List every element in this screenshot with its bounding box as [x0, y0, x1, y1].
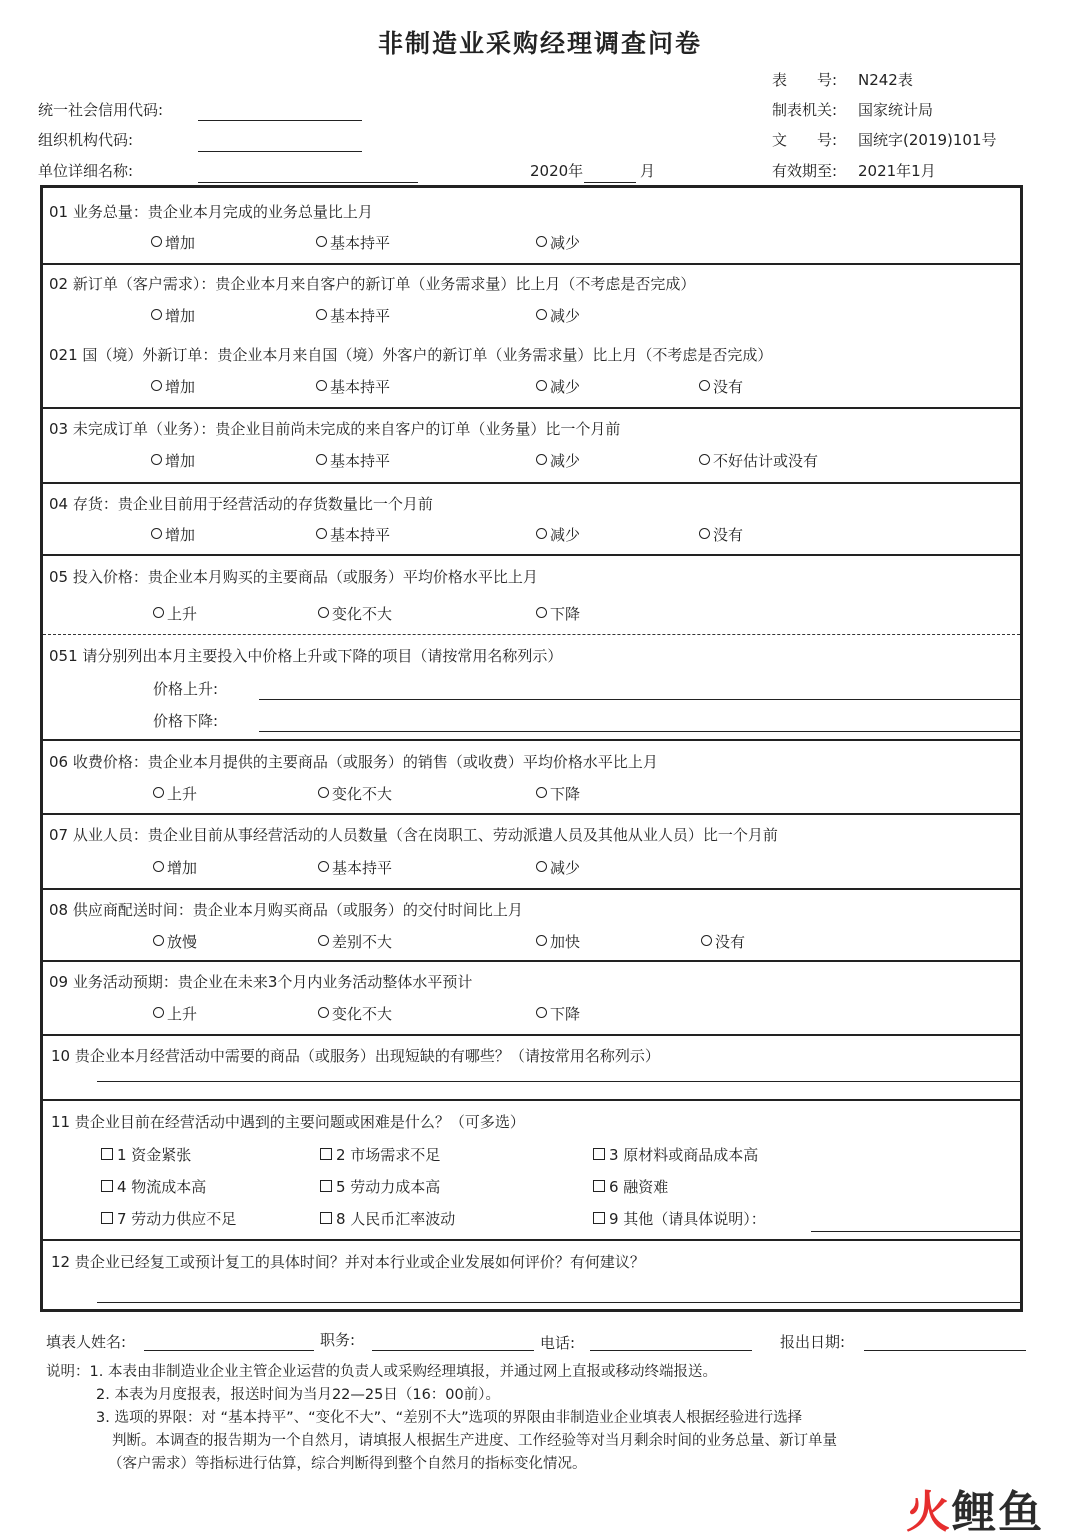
org: 国家统计局	[858, 101, 934, 119]
q02-option[interactable]: 减少	[536, 305, 580, 326]
q11-checkbox[interactable]: 5 劳动力成本高	[320, 1176, 440, 1197]
valid-label: 有效期至:	[772, 162, 838, 180]
radio-icon	[316, 236, 327, 247]
radio-icon	[151, 236, 162, 247]
checkbox-icon	[101, 1148, 113, 1160]
q021-option[interactable]: 增加	[151, 376, 195, 397]
radio-icon	[316, 309, 327, 320]
q10-text: 10 贵企业本月经营活动中需要的商品（或服务）出现短缺的有哪些？（请按常用名称列示）	[51, 1047, 660, 1065]
q04-option[interactable]: 减少	[536, 524, 580, 545]
org-code-field[interactable]	[198, 151, 362, 152]
radio-icon	[699, 528, 710, 539]
q07-option[interactable]: 增加	[153, 857, 197, 878]
price-rise-field[interactable]	[259, 699, 1023, 700]
price-rise-label: 价格上升:	[153, 680, 219, 698]
radio-icon	[536, 528, 547, 539]
divider	[43, 813, 1020, 815]
note-line: 3. 选项的界限：对 “基本持平”、“变化不大”、“差别不大”选项的界限由非制造业企业填表人根据经验进行选择	[96, 1410, 803, 1426]
report-date-field[interactable]	[864, 1350, 1026, 1351]
q05-option[interactable]: 下降	[536, 603, 580, 624]
q08-option[interactable]: 放慢	[153, 931, 197, 952]
month-field[interactable]	[584, 182, 636, 183]
unit-name-label: 单位详细名称:	[38, 162, 134, 180]
q03-option[interactable]: 减少	[536, 450, 580, 471]
q021-option[interactable]: 没有	[699, 376, 743, 397]
checkbox-icon	[320, 1148, 332, 1160]
position-label: 职务:	[320, 1331, 356, 1349]
note-line: （客户需求）等指标进行估算，综合判断得到整个自然月的指标变化情况。	[108, 1456, 587, 1472]
divider	[43, 407, 1020, 409]
radio-icon	[699, 454, 710, 465]
q03-option[interactable]: 增加	[151, 450, 195, 471]
q01-option[interactable]: 基本持平	[316, 232, 390, 253]
org-code-label: 组织机构代码:	[38, 131, 134, 149]
position-field[interactable]	[372, 1350, 534, 1351]
credit-code-label: 统一社会信用代码:	[38, 101, 164, 119]
q04-text: 04 存货：贵企业目前用于经营活动的存货数量比一个月前	[49, 495, 433, 513]
note-line: 判断。本调查的报告期为一个自然月，请填报人根据生产进度、工作经验等对当月剩余时间的业务总量、新订单量	[112, 1433, 837, 1449]
q07-text: 07 从业人员：贵企业目前从事经营活动的人员数量（含在岗职工、劳动派遣人员及其他从业人员）比一个月前	[49, 826, 778, 844]
q04-option[interactable]: 基本持平	[316, 524, 390, 545]
survey-form	[40, 185, 1023, 1312]
checkbox-icon	[101, 1212, 113, 1224]
q01-option[interactable]: 增加	[151, 232, 195, 253]
q02-option[interactable]: 增加	[151, 305, 195, 326]
radio-icon	[318, 607, 329, 618]
radio-icon	[536, 454, 547, 465]
q04-option[interactable]: 增加	[151, 524, 195, 545]
radio-icon	[153, 861, 164, 872]
q11-checkbox[interactable]: 7 劳动力供应不足	[101, 1208, 236, 1229]
q021-option[interactable]: 基本持平	[316, 376, 390, 397]
divider	[43, 739, 1020, 741]
q09-text: 09 业务活动预期：贵企业在未来3个月内业务活动整体水平预计	[49, 973, 473, 991]
radio-icon	[318, 861, 329, 872]
q02-option[interactable]: 基本持平	[316, 305, 390, 326]
radio-icon	[151, 454, 162, 465]
q05-option[interactable]: 变化不大	[318, 603, 392, 624]
q021-text: 021 国（境）外新订单：贵企业本月来自国（境）外客户的新订单（业务需求量）比上月（不考虑是否完成）	[49, 346, 773, 364]
divider	[43, 263, 1020, 265]
radio-icon	[536, 380, 547, 391]
watermark-logo: 火鲤鱼	[906, 1487, 1044, 1538]
q03-option[interactable]: 基本持平	[316, 450, 390, 471]
checkbox-icon	[593, 1148, 605, 1160]
price-fall-label: 价格下降:	[153, 712, 219, 730]
page-title: 非制造业采购经理调查问卷	[377, 29, 702, 58]
divider	[43, 482, 1020, 484]
radio-icon	[318, 787, 329, 798]
q11-checkbox[interactable]: 3 原材料或商品成本高	[593, 1144, 758, 1165]
q05-text: 05 投入价格：贵企业本月购买的主要商品（或服务）平均价格水平比上月	[49, 568, 538, 586]
q11-checkbox[interactable]: 2 市场需求不足	[320, 1144, 440, 1165]
q06-option[interactable]: 变化不大	[318, 783, 392, 804]
q11-checkbox[interactable]: 1 资金紧张	[101, 1144, 191, 1165]
radio-icon	[153, 1007, 164, 1018]
divider	[43, 554, 1020, 556]
divider	[43, 1099, 1020, 1101]
q09-option[interactable]: 下降	[536, 1003, 580, 1024]
checkbox-icon	[593, 1180, 605, 1192]
q11-checkbox[interactable]: 6 融资难	[593, 1176, 668, 1197]
report-date-label: 报出日期:	[780, 1333, 846, 1351]
table-no: N242表	[858, 71, 913, 89]
table-no-label: 表 号:	[772, 71, 838, 89]
q051-text: 051 请分别列出本月主要投入中价格上升或下降的项目（请按常用名称列示）	[49, 647, 563, 665]
doc-number: 国统字(2019)101号	[858, 131, 997, 149]
radio-icon	[316, 380, 327, 391]
q08-option[interactable]: 差别不大	[318, 931, 392, 952]
q05-option[interactable]: 上升	[153, 603, 197, 624]
q12-answer-field[interactable]	[97, 1302, 1023, 1303]
divider	[43, 960, 1020, 962]
radio-icon	[153, 787, 164, 798]
price-fall-field[interactable]	[259, 731, 1023, 732]
unit-name-field[interactable]	[198, 182, 418, 183]
radio-icon	[316, 454, 327, 465]
radio-icon	[151, 528, 162, 539]
q02-text: 02 新订单（客户需求）：贵企业本月来自客户的新订单（业务需求量）比上月（不考虑是否完成）	[49, 275, 696, 293]
checkbox-icon	[320, 1180, 332, 1192]
checkbox-icon	[101, 1180, 113, 1192]
q11-checkbox[interactable]: 8 人民币汇率波动	[320, 1208, 455, 1229]
filler-name-field[interactable]	[144, 1350, 314, 1351]
q12-text: 12 贵企业已经复工或预计复工的具体时间？并对本行业或企业发展如何评价？有何建议？	[51, 1253, 645, 1271]
q06-option[interactable]: 下降	[536, 783, 580, 804]
radio-icon	[318, 1007, 329, 1018]
radio-icon	[536, 935, 547, 946]
q07-option[interactable]: 基本持平	[318, 857, 392, 878]
q07-option[interactable]: 减少	[536, 857, 580, 878]
filler-name-label: 填表人姓名:	[46, 1333, 127, 1351]
q021-option[interactable]: 减少	[536, 376, 580, 397]
radio-icon	[153, 935, 164, 946]
radio-icon	[316, 528, 327, 539]
valid-until: 2021年1月	[858, 162, 936, 180]
month-label: 月	[640, 162, 656, 180]
q01-text: 01 业务总量：贵企业本月完成的业务总量比上月	[49, 203, 373, 221]
radio-icon	[536, 607, 547, 618]
doc-label: 文 号:	[772, 131, 838, 149]
q08-option[interactable]: 没有	[701, 931, 745, 952]
radio-icon	[536, 861, 547, 872]
divider	[43, 1034, 1020, 1036]
q08-text: 08 供应商配送时间：贵企业本月购买商品（或服务）的交付时间比上月	[49, 901, 523, 919]
q03-option[interactable]: 不好估计或没有	[699, 450, 818, 471]
q10-answer-field[interactable]	[97, 1081, 1023, 1082]
credit-code-field[interactable]	[198, 120, 362, 121]
q01-option[interactable]: 减少	[536, 232, 580, 253]
note-line: 说明：1. 本表由非制造业企业主管企业运营的负责人或采购经理填报，并通过网上直报或移动终端报送。	[46, 1364, 717, 1380]
note-line: 2. 本表为月度报表，报送时间为当月22—25日（16：00前）。	[96, 1387, 500, 1403]
phone-field[interactable]	[590, 1350, 752, 1351]
q09-option[interactable]: 变化不大	[318, 1003, 392, 1024]
org-label: 制表机关:	[772, 101, 838, 119]
q06-text: 06 收费价格：贵企业本月提供的主要商品（或服务）的销售（或收费）平均价格水平比上月	[49, 753, 658, 771]
radio-icon	[536, 787, 547, 798]
divider	[43, 888, 1020, 890]
year-label: 2020年	[530, 162, 584, 180]
radio-icon	[536, 309, 547, 320]
q06-option[interactable]: 上升	[153, 783, 197, 804]
q04-option[interactable]: 没有	[699, 524, 743, 545]
radio-icon	[151, 309, 162, 320]
q03-text: 03 未完成订单（业务）：贵企业目前尚未完成的来自客户的订单（业务量）比一个月前	[49, 420, 621, 438]
radio-icon	[699, 380, 710, 391]
q11-text: 11 贵企业目前在经营活动中遇到的主要问题或困难是什么？（可多选）	[51, 1113, 525, 1131]
checkbox-icon	[593, 1212, 605, 1224]
radio-icon	[153, 607, 164, 618]
radio-icon	[318, 935, 329, 946]
checkbox-icon	[320, 1212, 332, 1224]
divider	[43, 1239, 1020, 1241]
q11-other-field[interactable]	[811, 1231, 1023, 1232]
q11-checkbox[interactable]: 9 其他（请具体说明）：	[593, 1208, 766, 1229]
q09-option[interactable]: 上升	[153, 1003, 197, 1024]
radio-icon	[701, 935, 712, 946]
q08-option[interactable]: 加快	[536, 931, 580, 952]
radio-icon	[536, 1007, 547, 1018]
radio-icon	[151, 380, 162, 391]
phone-label: 电话:	[540, 1334, 576, 1352]
q11-checkbox[interactable]: 4 物流成本高	[101, 1176, 206, 1197]
dashed-divider	[43, 634, 1020, 635]
radio-icon	[536, 236, 547, 247]
